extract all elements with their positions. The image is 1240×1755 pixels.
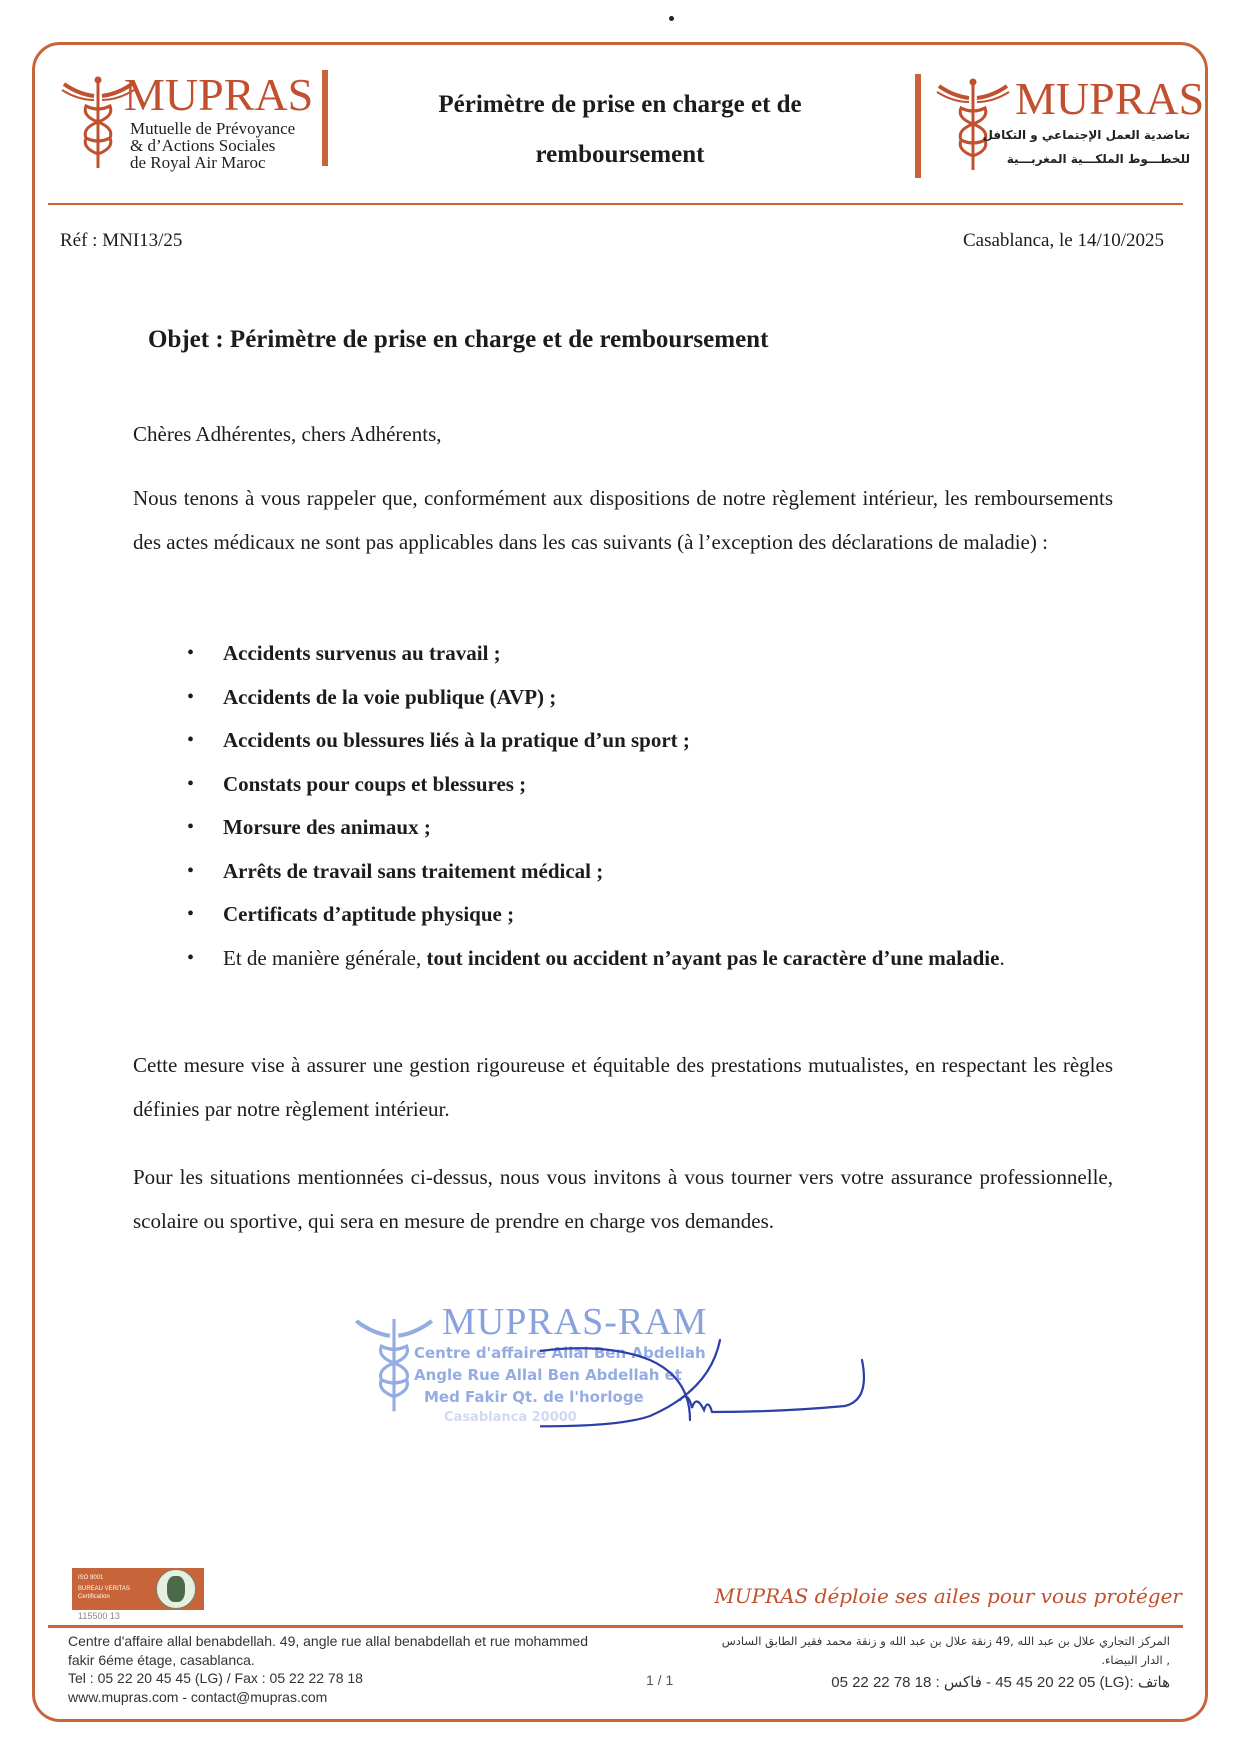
stamp-line: Casablanca 20000 — [444, 1410, 577, 1425]
footer-contact-line: www.mupras.com - contact@mupras.com — [68, 1688, 328, 1705]
scan-speck — [669, 16, 674, 21]
header-title-line: Périmètre de prise en charge et de — [438, 91, 802, 118]
footer-address-ar — [670, 1632, 1170, 1696]
footer-phone-line: Tel : 05 22 20 45 45 (LG) / Fax : 05 22 22 78 18 — [68, 1670, 363, 1686]
list-item — [133, 806, 1113, 850]
intro-paragraph: Nous tenons à vous rappeler que, conformément aux dispositions de notre règlement intérieur, les remboursements des actes médicaux ne sont pas applicables dans les cas suivants (à l’exception des déclarations de maladie) : — [133, 486, 1113, 554]
caduceus-icon — [933, 74, 1013, 174]
page-number: 1 / 1 — [646, 1672, 674, 1688]
document-header-title — [385, 80, 855, 180]
list-item — [133, 676, 1113, 720]
list-item-text: Accidents de la voie publique (AVP) ; — [223, 684, 557, 709]
list-item-general — [133, 937, 1113, 981]
place-date: Casablanca, le 14/10/2025 — [962, 230, 1164, 251]
bullet-icon: • — [187, 642, 195, 664]
slogan: MUPRAS déploie ses ailes pour vous protéger — [714, 1584, 1182, 1608]
brand-subtitle-line: Mutuelle de Prévoyance — [130, 119, 296, 138]
list-item-text: Accidents survenus au travail ; — [223, 641, 501, 665]
list-item-text: Certificats d’aptitude physique ; — [223, 902, 515, 926]
list-item — [133, 632, 1113, 676]
header-title-line: remboursement — [535, 141, 705, 168]
bullet-icon: • — [187, 946, 195, 969]
cert-line: Certification — [78, 1594, 110, 1600]
brand-name: MUPRAS — [1015, 73, 1205, 124]
logo-left — [58, 70, 338, 176]
iso-certification-badge — [72, 1568, 204, 1610]
footer-divider — [48, 1625, 1183, 1628]
bureau-veritas-seal-icon — [156, 1569, 196, 1609]
bullet-icon: • — [187, 816, 195, 838]
exclusions-list — [133, 632, 1113, 980]
logo-divider — [322, 70, 328, 166]
footer-address-line: fakir 6éme étage, casablanca. — [68, 1651, 255, 1668]
brand-arabic-line: تعاضدية العمل الإجتماعي و التكافل — [982, 128, 1190, 142]
signature — [540, 1320, 870, 1430]
list-item-text: Accidents ou blessures liés à la pratique d’un sport ; — [223, 728, 690, 752]
list-item — [133, 719, 1113, 763]
list-item-prefix: Et de manière générale, — [223, 945, 427, 970]
footer-address-line: Centre d'affaire allal benabdellah. 49, angle rue allal benabdellah et rue mohammed — [68, 1633, 588, 1649]
stamp-title: MUPRAS-RAM — [442, 1301, 708, 1343]
list-item-bold-text: tout incident ou accident n’ayant pas le caractère d’une maladie — [426, 945, 1000, 970]
list-item — [133, 850, 1113, 894]
letter-subject: Objet : Périmètre de prise en charge et de remboursement — [148, 326, 769, 353]
bullet-icon: • — [187, 903, 195, 925]
cert-line: BUREAU VERITAS — [78, 1586, 130, 1592]
bullet-icon: • — [187, 685, 195, 708]
stamp-line: Med Fakir Qt. de l'horloge — [424, 1388, 644, 1406]
footer-phone-line: هاتف :(LG) 45 45 20 22 05 - فاكس : 18 78 22 22 05 — [831, 1674, 1170, 1691]
list-item — [133, 893, 1113, 937]
salutation: Chères Adhérentes, chers Adhérents, — [133, 422, 442, 446]
stamp-line: Centre d'affaire Allal Ben Abdellah — [414, 1344, 706, 1362]
header-divider — [48, 203, 1183, 205]
paragraph-referral: Pour les situations mentionnées ci-dessus, nous vous invitons à vous tourner vers votre assurance professionnelle, scolaire ou sportive, qui sera en mesure de prendre en charge vos demandes. — [133, 1165, 1113, 1233]
list-item-text: Morsure des animaux ; — [223, 815, 431, 839]
list-item — [133, 763, 1113, 807]
bullet-icon: • — [187, 859, 195, 882]
brand-subtitle-line: & d’Actions Sociales — [130, 136, 276, 155]
footer-address-fr — [68, 1632, 588, 1706]
brand-subtitle-line: de Royal Air Maroc — [130, 153, 266, 172]
brand-arabic-line: للخطـــوط الملكـــية المغربـــية — [1006, 152, 1190, 166]
cert-line: ISO 9001 — [78, 1575, 104, 1581]
logo-divider — [915, 74, 921, 178]
paragraph-measure: Cette mesure vise à assurer une gestion rigoureuse et équitable des prestations mutualistes, en respectant les règles définies par notre règlement intérieur. — [133, 1053, 1113, 1121]
list-item-text: Constats pour coups et blessures ; — [223, 771, 527, 796]
bullet-icon: • — [187, 772, 195, 795]
footer-address-line: المركز التجاري علال بن عبد الله ,49 زنقة علال بن عبد الله و زنقة محمد فقير الطابق السادس — [721, 1634, 1170, 1648]
list-item-suffix: . — [999, 945, 1005, 970]
logo-right — [915, 70, 1205, 176]
footer-address-line: , الدار البيضاء. — [1101, 1653, 1170, 1667]
list-item-text: Arrêts de travail sans traitement médical ; — [223, 858, 604, 883]
reference-number: Réf : MNI13/25 — [60, 230, 183, 251]
stamp-line: Angle Rue Allal Ben Abdellah et — [414, 1366, 682, 1384]
bullet-icon: • — [187, 729, 195, 751]
cert-number: 115500 13 — [78, 1611, 120, 1621]
brand-name: MUPRAS — [124, 69, 314, 120]
